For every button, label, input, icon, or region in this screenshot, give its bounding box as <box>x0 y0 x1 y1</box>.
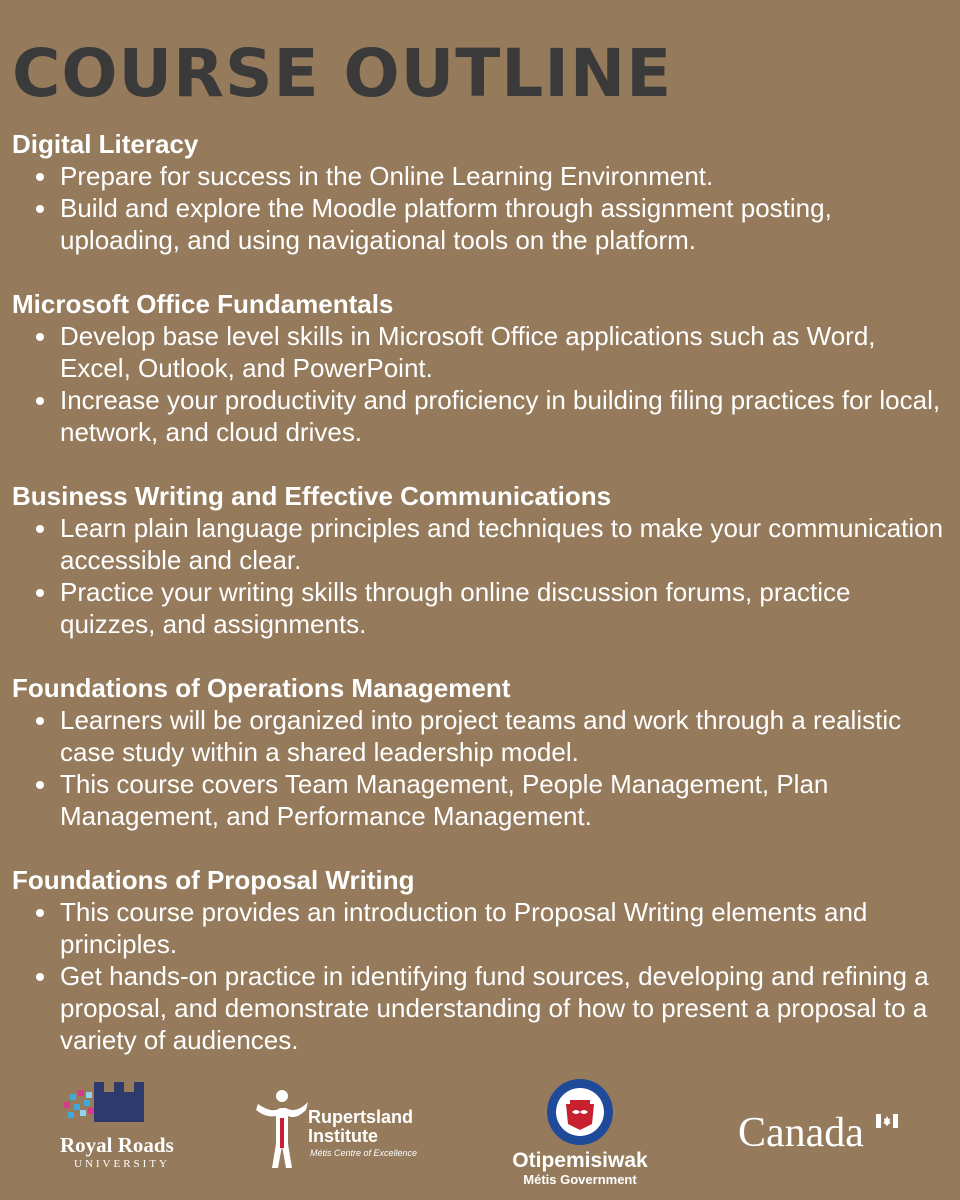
section-title: Foundations of Proposal Writing <box>12 865 415 895</box>
royal-roads-logo <box>60 1078 180 1170</box>
bullet-item: This course provides an introduction to Proposal Writing elements and principles. <box>12 896 952 960</box>
bullet-item: Increase your productivity and proficiency in building filing practices for local, network, and cloud drives. <box>12 384 952 448</box>
bullet-item: Learners will be organized into project teams and work through a realistic case study within a shared leadership model. <box>12 704 952 768</box>
canada-flag-icon <box>876 1114 898 1128</box>
course-section <box>12 128 952 256</box>
course-section <box>12 288 952 448</box>
rupertsland-name-line2: Institute <box>308 1126 378 1146</box>
otipemisiwak-sub: Métis Government <box>523 1172 637 1187</box>
rupertsland-tagline: Métis Centre of Excellence <box>310 1148 418 1158</box>
course-section <box>12 864 952 1056</box>
page-title: COURSE OUTLINE <box>12 35 673 112</box>
bullet-item: This course covers Team Management, People Management, Plan Management, and Performance Management. <box>12 768 952 832</box>
bullet-item: Develop base level skills in Microsoft Office applications such as Word, Excel, Outlook, and PowerPoint. <box>12 320 952 384</box>
royal-roads-sub: UNIVERSITY <box>74 1158 170 1170</box>
royal-roads-mark-icon <box>60 1078 146 1122</box>
metis-nation-seal-icon <box>546 1078 614 1146</box>
bullet-list <box>12 704 952 832</box>
otipemisiwak-name: Otipemisiwak <box>512 1149 648 1172</box>
course-section <box>12 672 952 832</box>
otipemisiwak-logo <box>500 1078 660 1187</box>
canada-wordmark-logo <box>738 1108 908 1158</box>
rupertsland-figures-icon <box>252 1084 312 1172</box>
royal-roads-name: Royal Roads <box>60 1133 174 1157</box>
course-sections <box>12 128 952 1088</box>
bullet-item: Build and explore the Moodle platform through assignment posting, uploading, and using navigational tools on the platform. <box>12 192 952 256</box>
bullet-item: Prepare for success in the Online Learning Environment. <box>12 160 952 192</box>
bullet-item: Get hands-on practice in identifying fund sources, developing and refining a proposal, and demonstrate understanding of how to present a proposal to a variety of audiences. <box>12 960 952 1056</box>
bullet-item: Practice your writing skills through online discussion forums, practice quizzes, and assignments. <box>12 576 952 640</box>
course-section <box>12 480 952 640</box>
bullet-list <box>12 320 952 448</box>
bullet-list <box>12 512 952 640</box>
bullet-list <box>12 896 952 1056</box>
canada-wordmark: Canada <box>738 1110 864 1156</box>
section-title: Digital Literacy <box>12 129 199 159</box>
rupertsland-name <box>308 1108 413 1146</box>
section-title: Microsoft Office Fundamentals <box>12 289 394 319</box>
partner-logos <box>0 1078 960 1188</box>
bullet-item: Learn plain language principles and techniques to make your communication accessible and clear. <box>12 512 952 576</box>
section-title: Business Writing and Effective Communications <box>12 481 612 511</box>
bullet-list <box>12 160 952 256</box>
rupertsland-name-line1: Rupertsland <box>308 1107 414 1127</box>
section-title: Foundations of Operations Management <box>12 673 511 703</box>
